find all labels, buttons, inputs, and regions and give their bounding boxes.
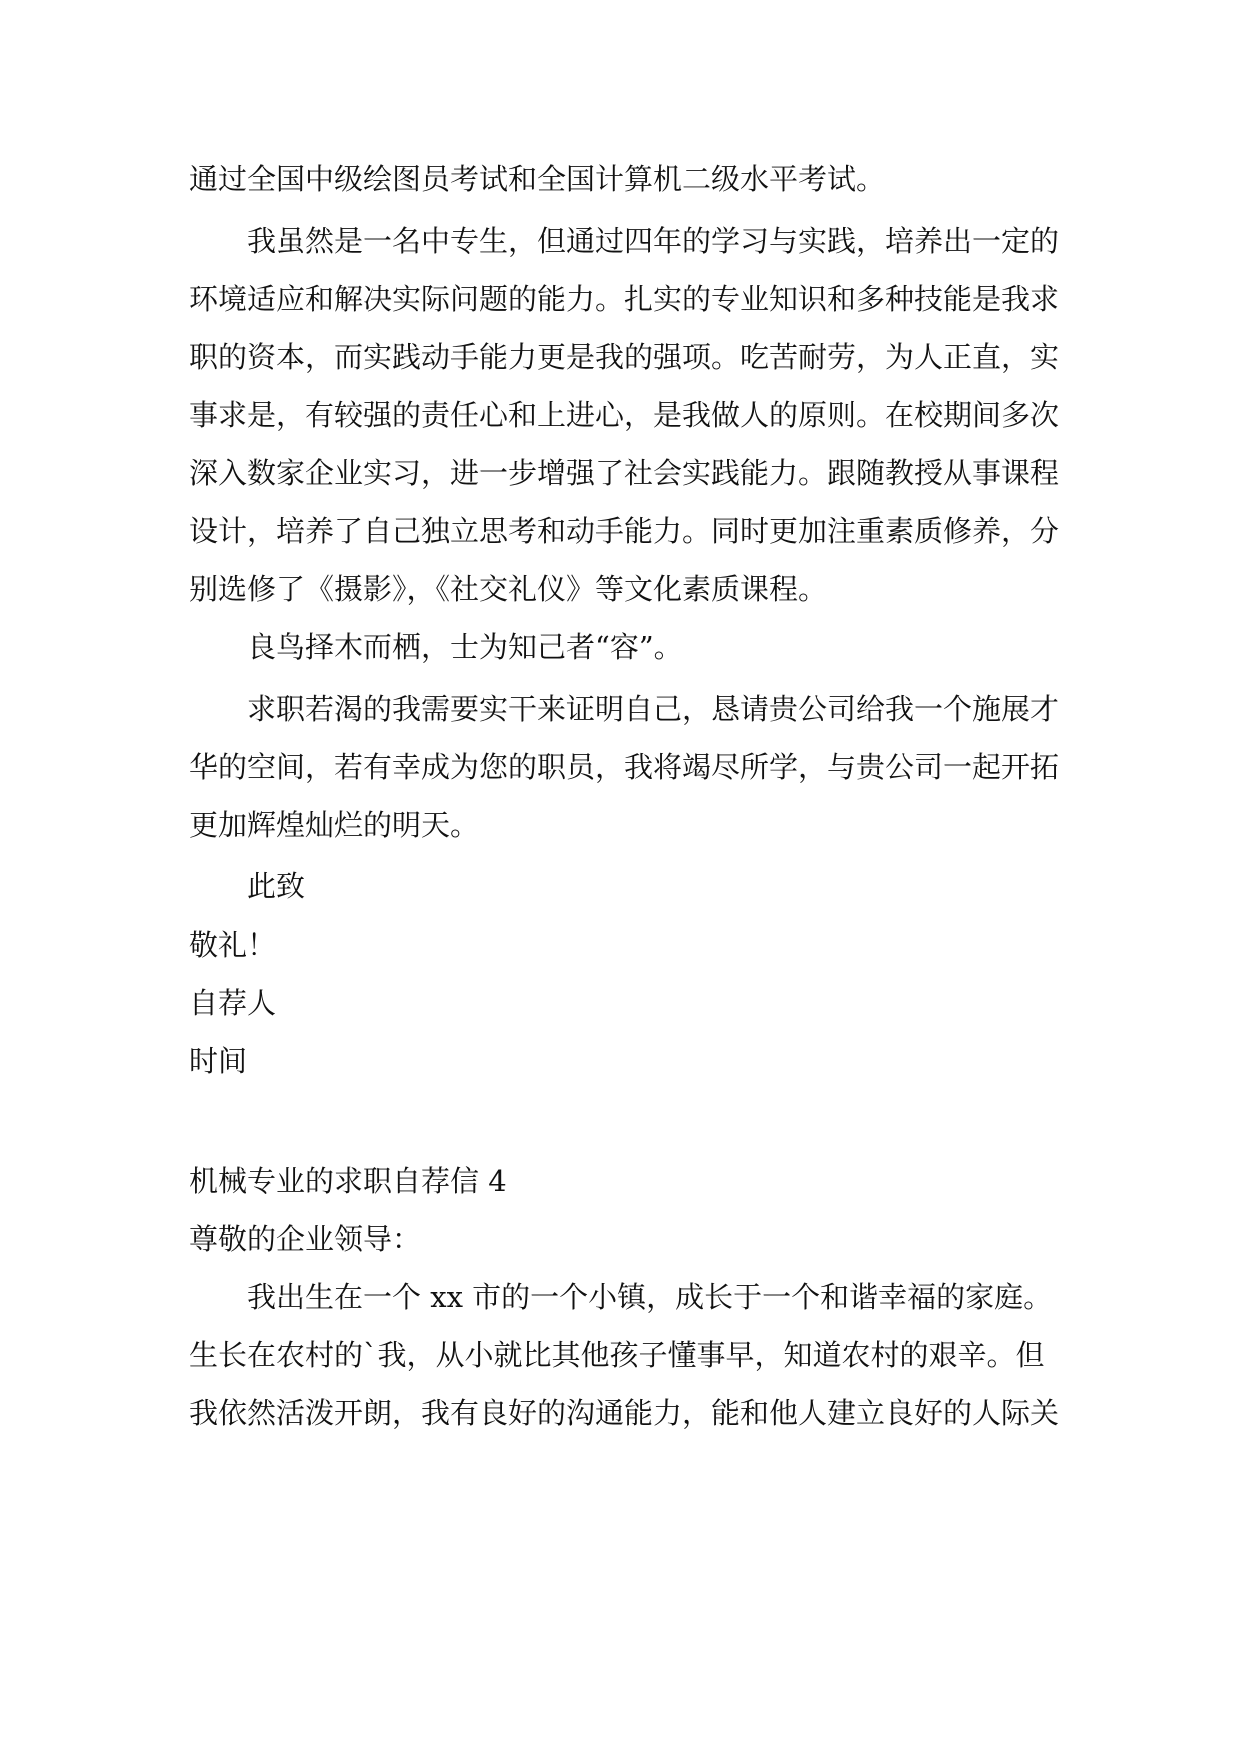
body-text-line: 更加辉煌灿烂的明天。 <box>189 808 480 842</box>
closing-salutation: 此致 <box>247 869 306 903</box>
body-text-line: 我依然活泼开朗，我有良好的沟通能力，能和他人建立良好的人际关 <box>189 1396 1060 1430</box>
body-text-line: 良鸟择木而栖，士为知己者“容”。 <box>247 630 683 664</box>
closing-regards: 敬礼！ <box>189 928 277 962</box>
body-text-line: 通过全国中级绘图员考试和全国计算机二级水平考试。 <box>189 162 886 196</box>
body-text-line: 环境适应和解决实际问题的能力。扎实的专业知识和多种技能是我求 <box>189 282 1060 316</box>
signature-label: 自荐人 <box>189 986 277 1020</box>
body-text-line: 华的空间，若有幸成为您的职员，我将竭尽所学，与贵公司一起开拓 <box>189 750 1060 784</box>
greeting: 尊敬的企业领导： <box>189 1222 422 1256</box>
body-text-line: 求职若渴的我需要实干来证明自己，恳请贵公司给我一个施展才 <box>247 692 1060 726</box>
body-text-line: 生长在农村的`我，从小就比其他孩子懂事早，知道农村的艰辛。但 <box>189 1338 1045 1372</box>
date-label: 时间 <box>189 1044 248 1078</box>
section-title: 机械专业的求职自荐信 4 <box>189 1164 507 1198</box>
body-text-line: 设计，培养了自己独立思考和动手能力。同时更加注重素质修养，分 <box>189 514 1060 548</box>
body-text-line: 别选修了《摄影》，《社交礼仪》等文化素质课程。 <box>189 572 828 606</box>
body-text-line: 我虽然是一名中专生，但通过四年的学习与实践，培养出一定的 <box>247 224 1060 258</box>
body-text-line: 我出生在一个 xx 市的一个小镇，成长于一个和谐幸福的家庭。 <box>247 1280 1053 1314</box>
body-text-line: 深入数家企业实习，进一步增强了社会实践能力。跟随教授从事课程 <box>189 456 1060 490</box>
body-text-line: 职的资本，而实践动手能力更是我的强项。吃苦耐劳，为人正直，实 <box>189 340 1060 374</box>
body-text-line: 事求是，有较强的责任心和上进心，是我做人的原则。在校期间多次 <box>189 398 1060 432</box>
